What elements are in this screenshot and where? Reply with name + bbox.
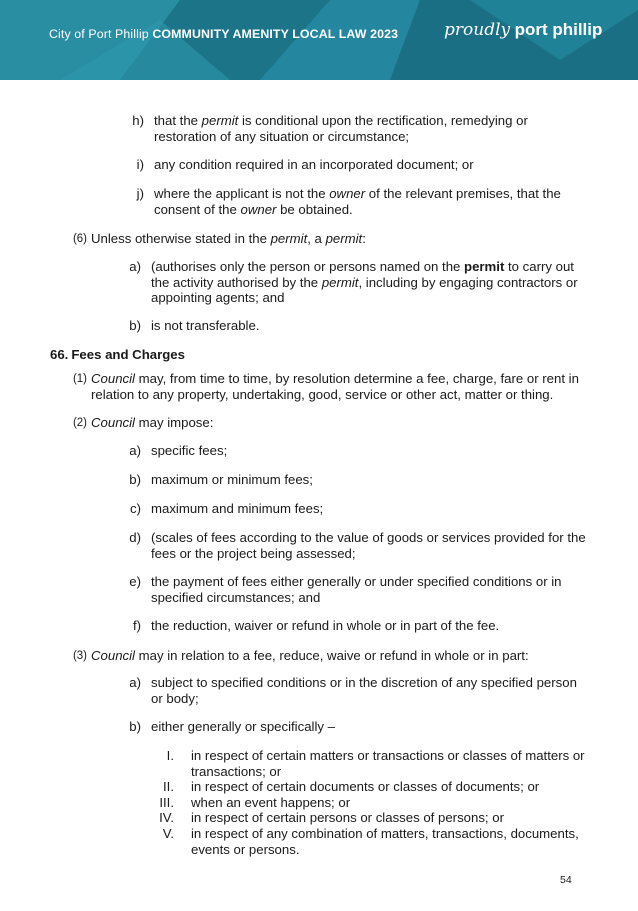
subsection-label: (1) <box>72 373 87 385</box>
item-label: a) <box>129 675 141 690</box>
item-text: (scales of fees according to the value of goods or services provided for the fees or the project being assessed; <box>151 530 586 561</box>
item-label: V. <box>162 826 174 841</box>
item-label: III. <box>159 795 174 810</box>
title-bold: COMMUNITY AMENITY LOCAL LAW 2023 <box>152 27 399 41</box>
item-label: f) <box>132 618 141 633</box>
page-number: 54 <box>560 874 572 886</box>
item-text: when an event happens; or <box>191 795 351 810</box>
item-label: b) <box>129 472 141 487</box>
item-text: is not transferable. <box>151 318 260 333</box>
item-text: in respect of certain matters or transactions or classes of matters or transactions; or <box>191 748 585 779</box>
item-label: j) <box>136 186 144 201</box>
item-label: e) <box>129 574 141 589</box>
item-text: subject to specified conditions or in the discretion of any specified person or body; <box>151 675 577 706</box>
item-label: a) <box>129 259 141 274</box>
item-text: either generally or specifically – <box>151 719 335 734</box>
item-label: b) <box>129 318 141 333</box>
subsection-text: Unless otherwise stated in the permit, a permit: <box>91 231 366 246</box>
item-text: (authorises only the person or persons named on the permit to carry out the activity authorised by the permit, including by engaging contractors or appointing agents; and <box>151 259 578 306</box>
subsection-label: (6) <box>72 233 87 245</box>
item-label: IV. <box>159 810 174 825</box>
subsection-label: (3) <box>72 650 87 662</box>
subsection-text: Council may, from time to time, by resolution determine a fee, charge, fare or rent in relation to any property, undertaking, good, service or other act, matter or thing. <box>91 371 579 402</box>
item-label: a) <box>129 443 141 458</box>
item-label: b) <box>129 719 141 734</box>
item-text: any condition required in an incorporated document; or <box>154 157 474 172</box>
item-label: h) <box>132 113 144 128</box>
section-heading: 66. Fees and Charges <box>50 347 185 362</box>
subsection-text: Council may in relation to a fee, reduce, waive or refund in whole or in part: <box>91 648 529 663</box>
logo-bold: port phillip <box>514 20 603 39</box>
item-text: in respect of any combination of matters, transactions, documents, events or persons. <box>191 826 579 857</box>
item-text: maximum or minimum fees; <box>151 472 313 487</box>
item-text: the payment of fees either generally or under specified conditions or in specified circumstances; and <box>151 574 562 605</box>
item-text: where the applicant is not the owner of the relevant premises, that the consent of the owner be obtained. <box>154 186 561 217</box>
item-text: maximum and minimum fees; <box>151 501 324 516</box>
logo-script: proudly <box>444 20 511 40</box>
item-label: i) <box>136 157 144 172</box>
title-prefix: City of Port Phillip <box>49 27 153 41</box>
item-label: I. <box>166 748 174 763</box>
item-text: in respect of certain persons or classes of persons; or <box>191 810 504 825</box>
item-label: c) <box>130 501 141 516</box>
subsection-text: Council may impose: <box>91 415 214 430</box>
item-text: that the permit is conditional upon the rectification, remedying or restoration of any situation or circumstance; <box>154 113 528 144</box>
item-text: in respect of certain documents or classes of documents; or <box>191 779 540 794</box>
item-label: II. <box>163 779 174 794</box>
item-text: the reduction, waiver or refund in whole or in part of the fee. <box>151 618 500 633</box>
item-text: specific fees; <box>151 443 228 458</box>
item-label: d) <box>129 530 141 545</box>
subsection-label: (2) <box>72 417 87 429</box>
